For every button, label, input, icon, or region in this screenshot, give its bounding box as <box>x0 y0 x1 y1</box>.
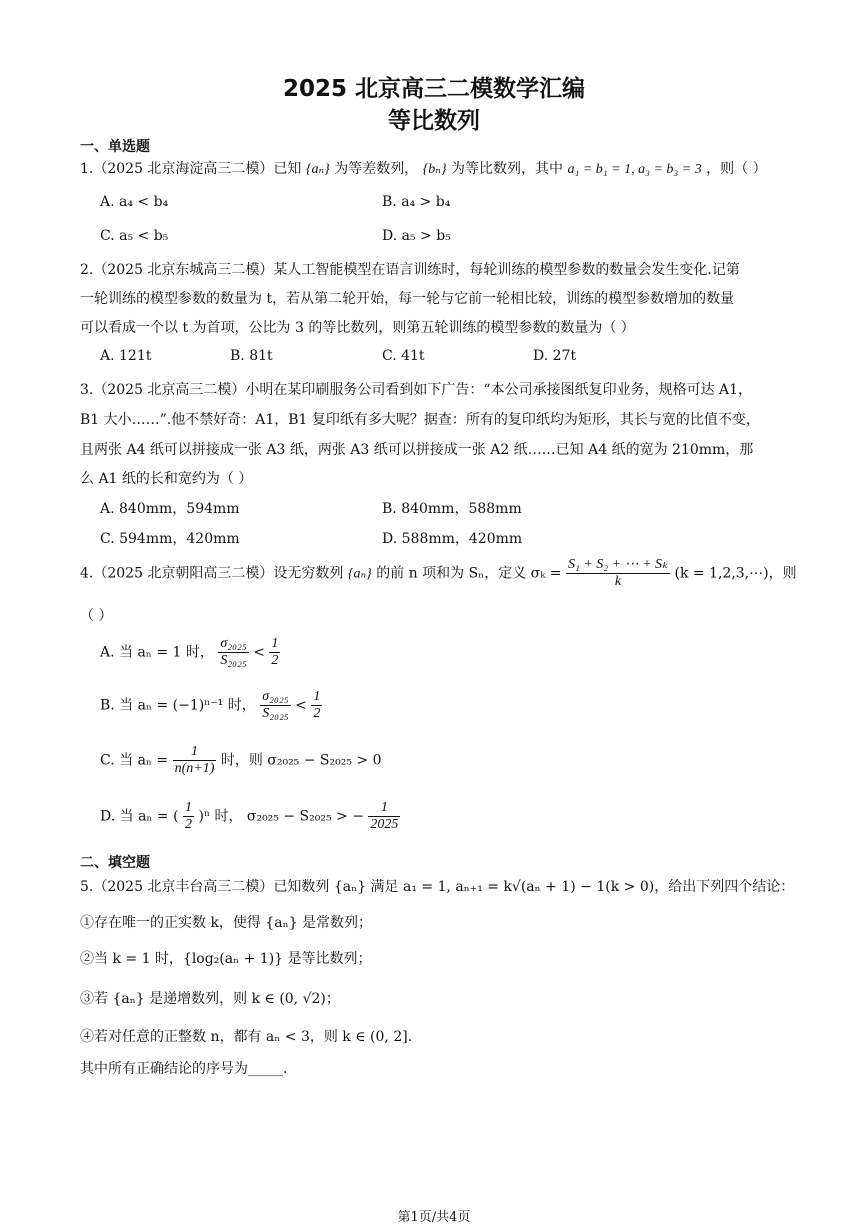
question-3-line-4: 么 A1 纸的长和宽约为（ ） <box>80 471 253 487</box>
question-4-option-d-rhs <box>368 800 400 833</box>
question-4-option-b-numerator: σ₂₀₂₅ <box>260 689 290 706</box>
page-number: 第1页/共4页 <box>397 1210 471 1225</box>
question-2-line-2: 一轮训练的模型参数的数量为 t，若从第二轮开始，每一轮与它前一轮相比较，训练的模型参数增加的数量 <box>80 291 735 307</box>
question-4-option-c-prefix: C. 当 aₙ = <box>100 752 169 769</box>
question-4-sigma-denominator: k <box>614 574 622 589</box>
question-4-option-a-rhs-denominator: 2 <box>271 653 279 668</box>
question-1-option-a: A. a₄ < b₄ <box>100 194 169 210</box>
question-4-option-c-conclusion: 时，则 σ₂₀₂₅ − S₂₀₂₅ > 0 <box>220 752 382 769</box>
document-title: 2025 北京高三二模数学汇编 <box>282 76 586 102</box>
question-4-option-c-numerator: 1 <box>173 744 217 761</box>
question-3-option-a: A. 840mm，594mm <box>100 501 240 517</box>
question-5-stem: 5.（2025 北京丰台高三二模）已知数列 {aₙ} 满足 a₁ = 1, aₙ₊₁ = k√(aₙ + 1) − 1(k > 0)，给出下列四个结论： <box>80 879 795 895</box>
question-4-option-a-rhs <box>269 636 280 669</box>
question-4-option-d-prefix: D. 当 aₙ = ( <box>100 808 179 825</box>
question-4-option-d-middle: )ⁿ 时， σ₂₀₂₅ − S₂₀₂₅ > − <box>198 808 364 825</box>
question-5-conclusion-2: ②当 k = 1 时，{log₂(aₙ + 1)} 是等比数列； <box>80 951 372 967</box>
section-heading-single-choice: 一、单选题 <box>80 139 150 155</box>
question-5-prompt: 其中所有正确结论的序号为_____. <box>80 1061 288 1077</box>
question-3-option-d: D. 588mm，420mm <box>382 531 523 547</box>
question-4-stem-b: 的前 n 项和为 Sₙ，定义 σₖ = <box>376 565 562 582</box>
question-5-conclusion-4: ④若对任意的正整数 n，都有 aₙ < 3，则 k ∈ (0, 2]. <box>80 1029 413 1045</box>
question-2-option-b: B. 81t <box>230 348 273 364</box>
question-2-option-d: D. 27t <box>533 348 577 364</box>
question-5-conclusion-3: ③若 {aₙ} 是递增数列，则 k ∈ (0, √2)； <box>80 991 340 1007</box>
question-1-option-b: B. a₄ > b₄ <box>382 194 451 210</box>
question-4-seq: {aₙ} <box>347 566 372 582</box>
question-1-condition: a₁ = b₁ = 1, a₃ = b₃ = 3 <box>567 162 702 177</box>
question-3-option-b: B. 840mm，588mm <box>382 501 522 517</box>
question-4-option-b <box>100 689 322 722</box>
question-4-sigma-numerator: S₁ + S₂ + ⋯ + Sₖ <box>567 557 669 572</box>
question-1-option-c: C. a₅ < b₅ <box>100 228 169 244</box>
question-4-option-b-rhs-denominator: 2 <box>313 706 321 721</box>
question-2-option-c: C. 41t <box>382 348 425 364</box>
question-3-option-c: C. 594mm，420mm <box>100 531 240 547</box>
question-1-mid-b: 为等比数列，其中 <box>451 161 563 177</box>
question-4-stem-c: (k = 1,2,3,⋯)，则 <box>674 565 797 582</box>
question-2-option-a: A. 121t <box>100 348 152 364</box>
question-4-intro: 4.（2025 北京朝阳高三二模）设无穷数列 <box>80 565 344 582</box>
section-heading-fill-blank: 二、填空题 <box>80 855 150 871</box>
question-4-option-d-base-denominator: 2 <box>185 817 193 832</box>
question-4-option-b-denominator: S₂₀₂₅ <box>262 706 289 721</box>
question-4-option-b-rhs-numerator: 1 <box>313 689 321 704</box>
question-2-line-1: 2.（2025 北京东城高三二模）某人工智能模型在语言训练时，每轮训练的模型参数的数量会发生变化.记第 <box>80 262 740 278</box>
question-4-option-c-fraction <box>173 744 217 777</box>
question-4-option-b-fraction <box>260 689 290 722</box>
question-4-stem <box>80 557 797 590</box>
question-4-option-d-rhs-denominator: 2025 <box>370 817 399 832</box>
question-4-option-d <box>100 800 400 833</box>
question-3-line-3: 且两张 A4 纸可以拼接成一张 A3 纸，两张 A3 纸可以拼接成一张 A2 纸……已知 A4 纸的宽为 210mm，那 <box>80 442 754 458</box>
question-1-mid-a: 为等差数列， <box>334 161 419 177</box>
question-4-option-c <box>100 744 382 777</box>
question-1-option-d: D. a₅ > b₅ <box>382 228 451 244</box>
question-4-option-d-base-fraction <box>183 800 194 833</box>
question-4-option-b-rhs <box>311 689 322 722</box>
question-4-option-a-numerator: σ₂₀₂₅ <box>218 636 248 653</box>
question-4-option-b-relation: < <box>295 697 307 714</box>
question-4-option-d-base-numerator: 1 <box>185 800 193 815</box>
question-4-option-a-fraction <box>218 636 248 669</box>
question-4-option-a <box>100 636 280 669</box>
document-subtitle: 等比数列 <box>388 108 480 134</box>
question-3-line-1: 3.（2025 北京高三二模）小明在某印刷服务公司看到如下广告：“本公司承接图纸复印业务，规格可达 A1， <box>80 382 753 398</box>
question-4-option-d-rhs-numerator: 1 <box>368 800 400 817</box>
question-1-seq-a: {aₙ} <box>305 162 330 177</box>
question-1-seq-b: {bₙ} <box>422 162 447 177</box>
question-4-option-a-prefix: A. 当 aₙ = 1 时， <box>100 644 214 661</box>
question-1-stem <box>80 158 767 178</box>
question-4-option-a-rhs-numerator: 1 <box>271 636 279 651</box>
question-4-option-a-denominator: S₂₀₂₅ <box>220 653 247 668</box>
question-4-option-b-prefix: B. 当 aₙ = (−1)ⁿ⁻¹ 时， <box>100 697 256 714</box>
question-5-conclusion-1: ①存在唯一的正实数 k，使得 {aₙ} 是常数列； <box>80 915 373 931</box>
question-4-answer-paren: （ ） <box>80 608 113 624</box>
question-4-option-c-denominator: n(n+1) <box>174 761 215 776</box>
question-3-line-2: B1 大小……”.他不禁好奇：A1，B1 复印纸有多大呢？据查：所有的复印纸均为矩形，其长与宽的比值不变， <box>80 412 760 428</box>
question-1-tail: ，则（ ） <box>706 161 767 177</box>
question-2-line-3: 可以看成一个以 t 为首项，公比为 3 的等比数列，则第五轮训练的模型参数的数量为（ ） <box>80 320 635 336</box>
question-4-option-a-relation: < <box>253 644 265 661</box>
question-1-intro: 1.（2025 北京海淀高三二模）已知 <box>80 161 302 177</box>
question-4-sigma-fraction <box>566 557 670 590</box>
